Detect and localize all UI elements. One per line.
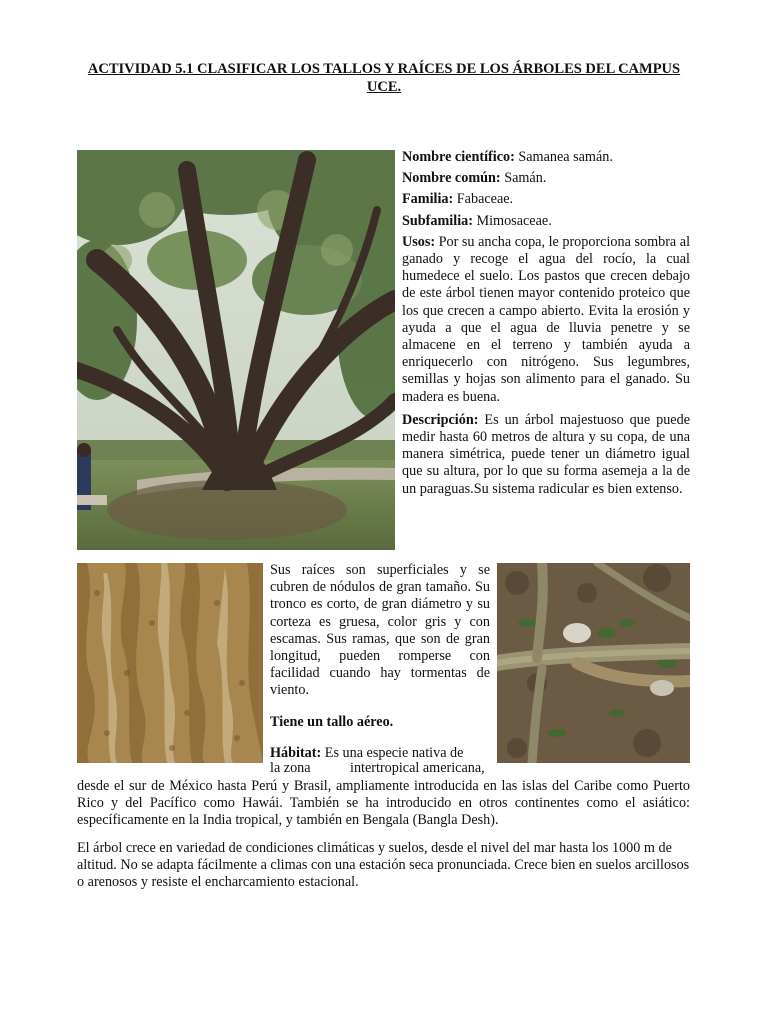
description-paragraph xyxy=(402,412,690,498)
common-name-label: Nombre común: xyxy=(402,170,501,187)
habitat-continued xyxy=(77,778,690,891)
subfamily-label: Subfamilia: xyxy=(402,212,473,229)
scientific-name-label: Nombre científico: xyxy=(402,149,515,165)
habitat-start: Es una especie nativa de xyxy=(321,744,464,761)
uses-label: Usos: xyxy=(402,233,436,250)
habitat-zone-part-2: intertropical americana, xyxy=(350,760,485,776)
habitat-zone-part-1: la zona xyxy=(270,760,311,776)
stem-type-line: Tiene un tallo aéreo. xyxy=(270,713,394,730)
family-value: Fabaceae. xyxy=(453,191,514,208)
scientific-name-line xyxy=(402,149,690,166)
description-label: Descripción: xyxy=(402,411,479,428)
climate-paragraph: El árbol crece en variedad de condiciones climáticas y suelos, desde el nivel del mar hasta los 1000 m de altitud. No se adapta fácilmente a climas con una estación seca pronunciada. Crece bien en suelos arcillosos o arenosos y resiste el encharcamiento estacional. xyxy=(77,839,690,891)
family-line xyxy=(402,191,690,208)
common-name-value: Samán. xyxy=(500,170,547,187)
uses-text: Por su ancha copa, le proporciona sombra al ganado y recoge el agua del rocío, la cual humedece el suelo. Los pastos que crecen debajo de este árbol tienen mayor contenido proteico que los que crecen a campo abierto. Evita la erosión y ayuda a que el agua de lluvia penetre y se almacene en el terreno y también ayuda a enriquecerlo con nitrógeno. Sus legumbres, semillas y hojas son alimento para el ganado. Su madera es buena. xyxy=(402,233,691,405)
habitat-rest-paragraph: desde el sur de México hasta Perú y Brasil, ampliamente introducida en las islas del Caribe como Puerto Rico y del Pacífico como Hawái. También se ha introducido en otros continentes como el asiático: específicamente en la India tropical, y también en Bengala (Bangla Desh). xyxy=(77,778,690,829)
common-name-line xyxy=(402,170,690,187)
roots-description xyxy=(270,562,490,762)
habitat-zone-line xyxy=(270,760,485,777)
uses-paragraph xyxy=(402,234,690,406)
roots-paragraph: Sus raíces son superficiales y se cubren de nódulos de gran tamaño. Su tronco es corto, de gran diámetro y su corteza es gruesa, color gris y con escamas. Sus ramas, que son de gran longitud, pueden romperse con facilidad cuando hay tormentas de viento. xyxy=(270,562,490,699)
subfamily-line xyxy=(402,213,690,230)
species-info xyxy=(402,149,690,504)
saman-tree-photo xyxy=(77,150,395,550)
roots-photo xyxy=(497,563,690,763)
description-text: Es un árbol majestuoso que puede medir hasta 60 metros de altura y su copa, de una manera simétrica, puede tener un diámetro igual que su altura, por lo que su forma asemeja a la de un paraguas.Su sistema radicular es bien extenso. xyxy=(402,411,690,497)
bark-photo xyxy=(77,563,263,763)
habitat-label: Hábitat: xyxy=(270,744,322,761)
scientific-name-value: Samanea samán. xyxy=(514,149,613,165)
family-label: Familia: xyxy=(402,191,454,208)
subfamily-value: Mimosaceae. xyxy=(472,212,552,229)
document-title: ACTIVIDAD 5.1 CLASIFICAR LOS TALLOS Y RAÍCES DE LOS ÁRBOLES DEL CAMPUS UCE. xyxy=(87,61,681,95)
